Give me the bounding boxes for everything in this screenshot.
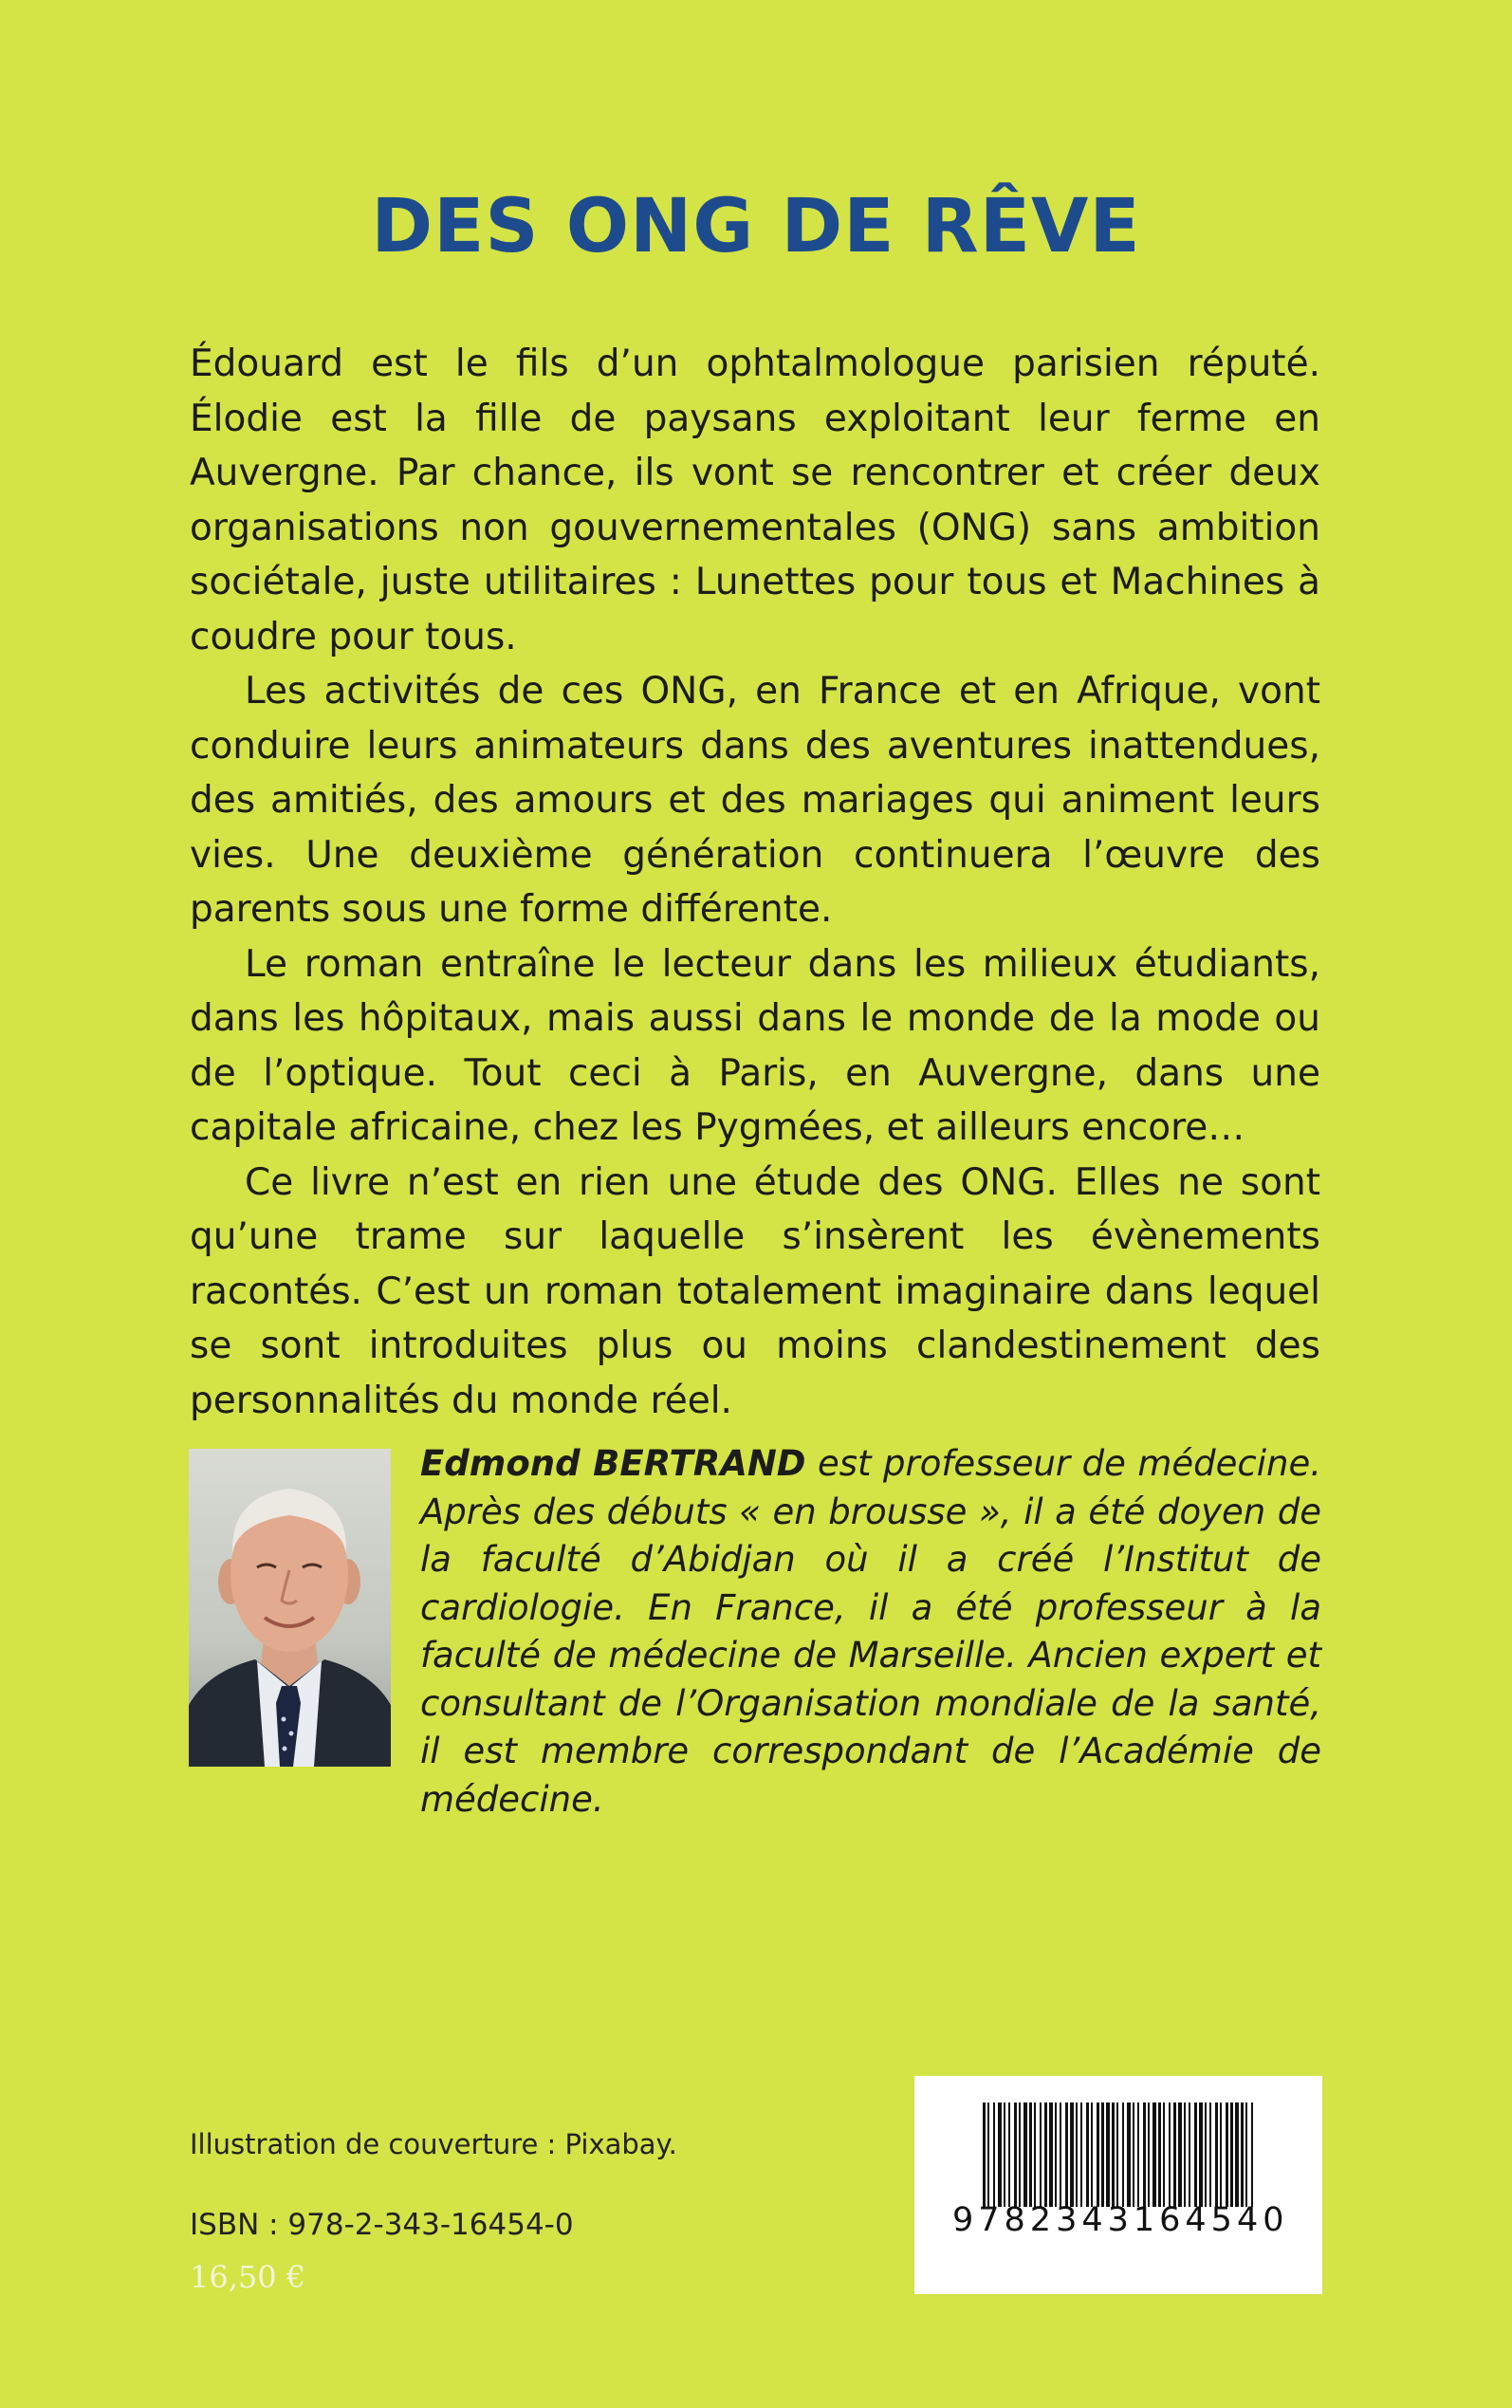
barcode-bar xyxy=(998,2102,1002,2207)
barcode-bar xyxy=(1034,2102,1036,2207)
barcode-bar xyxy=(1205,2102,1207,2207)
barcode-bar xyxy=(1152,2102,1156,2207)
barcode-bar xyxy=(1241,2102,1244,2207)
barcode-bar xyxy=(1019,2102,1021,2207)
barcode-bar xyxy=(1194,2102,1197,2207)
barcode-bar xyxy=(1245,2102,1247,2207)
barcode-bar xyxy=(1189,2102,1190,2207)
barcode-bar xyxy=(987,2102,989,2207)
barcode-bar xyxy=(1070,2102,1074,2207)
barcode-bar xyxy=(1133,2102,1134,2207)
author-photo xyxy=(189,1449,391,1767)
author-bio-text: est professeur de médecine. Après des débuts « en brousse », il a été doyen de la faculté d’Abidjan où il a créé l’Institut de cardiologie. En France, il a été professeur à la faculté de médecine de Marseille. Ancien expert et consultant de l’Organisation mondiale de la santé, il est membre correspondant de l’Académie de médecine. xyxy=(420,1443,1321,1820)
barcode xyxy=(914,2076,1322,2294)
barcode-bar xyxy=(1251,2102,1253,2207)
barcode-bar xyxy=(1112,2102,1115,2207)
barcode-bar xyxy=(1235,2102,1239,2207)
barcode-bar xyxy=(1080,2102,1082,2207)
barcode-bar xyxy=(1215,2102,1218,2207)
barcode-bar xyxy=(1163,2102,1165,2207)
synopsis-paragraph: Les activités de ces ONG, en France et en Afrique, vont conduire leurs animateurs dans des aventures inattendues, des amitiés, des amours et des mariages qui animent leurs vies. Une deuxième génération continuera l’œuvre des parents sous une forme différente. xyxy=(190,670,1320,931)
barcode-bar xyxy=(1158,2102,1161,2207)
barcode-bar xyxy=(1143,2102,1146,2207)
barcode-bar xyxy=(1004,2102,1005,2207)
barcode-bar xyxy=(1226,2102,1228,2207)
barcode-bar xyxy=(1137,2102,1139,2207)
barcode-bar xyxy=(1199,2102,1203,2207)
cover-credit: Illustration de couverture : Pixabay. xyxy=(190,2128,677,2160)
barcode-bar xyxy=(1091,2102,1093,2207)
barcode-bar xyxy=(983,2102,986,2207)
synopsis-paragraph: Ce livre n’est en rien une étude des ONG. Elles ne sont qu’une trame sur laquelle s’insèrent les évènements racontés. C’est un roman totalement imaginaire dans lequel se sont introduites plus ou moins clandestinement des personnalités du monde réel. xyxy=(190,1160,1320,1422)
barcode-bar xyxy=(993,2102,995,2207)
barcode-bar xyxy=(1209,2102,1211,2207)
barcode-bar xyxy=(1008,2102,1010,2207)
barcode-bar xyxy=(1044,2102,1047,2207)
barcode-bar xyxy=(1023,2102,1027,2207)
barcode-icon xyxy=(983,2102,1258,2207)
barcode-bar xyxy=(1029,2102,1032,2207)
barcode-bar xyxy=(1101,2102,1104,2207)
author-portrait-icon xyxy=(189,1449,391,1767)
book-title: DES ONG DE RÊVE xyxy=(371,184,1141,270)
barcode-bar xyxy=(1040,2102,1042,2207)
barcode-bar xyxy=(1122,2102,1124,2207)
barcode-bar xyxy=(1060,2102,1061,2207)
barcode-bar xyxy=(1220,2102,1222,2207)
barcode-bar xyxy=(1184,2102,1186,2207)
barcode-bar xyxy=(1230,2102,1233,2207)
barcode-bar xyxy=(1014,2102,1017,2207)
barcode-bar xyxy=(1086,2102,1089,2207)
barcode-digits: 9782343164540 xyxy=(952,2201,1289,2239)
author-bio xyxy=(420,1440,1321,1824)
synopsis-paragraph: Édouard est le fils d’un ophtalmologue parisien réputé. Élodie est la fille de paysans exploitant leur ferme en Auvergne. Par chance, ils vont se rencontrer et créer deux organisations non gouvernementales (ONG) sans ambition sociétale, juste utilitaires : Lunettes pour tous et Machines à coudre pour tous. xyxy=(190,343,1320,658)
barcode-bar xyxy=(1055,2102,1057,2207)
price: 16,50 € xyxy=(190,2259,306,2295)
author-name: Edmond BERTRAND xyxy=(420,1443,806,1484)
barcode-bar xyxy=(1049,2102,1053,2207)
barcode-bar xyxy=(1173,2102,1176,2207)
barcode-bar xyxy=(1097,2102,1099,2207)
isbn: ISBN : 978-2-343-16454-0 xyxy=(190,2208,574,2242)
synopsis-paragraph: Le roman entraîne le lecteur dans les milieux étudiants, dans les hôpitaux, mais aussi dans le monde de la mode ou de l’optique. Tout ceci à Paris, en Auvergne, dans une capitale africaine, chez les Pygmées, et ailleurs encore… xyxy=(190,942,1320,1149)
barcode-bar xyxy=(1106,2102,1110,2207)
barcode-bar xyxy=(1127,2102,1131,2207)
barcode-bar xyxy=(1178,2102,1182,2207)
barcode-bar xyxy=(1116,2102,1118,2207)
synopsis xyxy=(190,337,1320,1428)
barcode-bar xyxy=(1169,2102,1171,2207)
barcode-bar xyxy=(1076,2102,1078,2207)
barcode-bar xyxy=(1148,2102,1150,2207)
barcode-bar xyxy=(1065,2102,1068,2207)
